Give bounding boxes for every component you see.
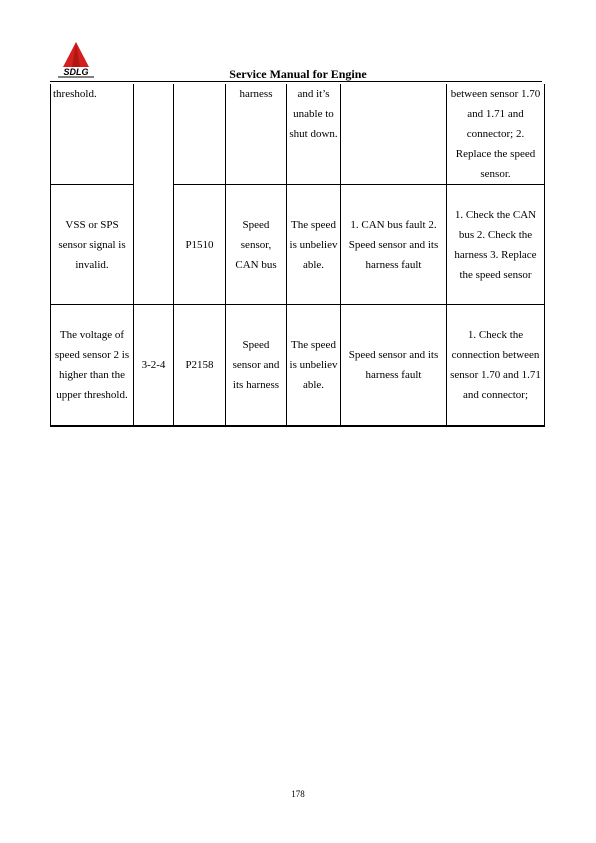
cause-cell: [341, 84, 447, 185]
logo-text: SDLG: [63, 67, 89, 77]
remedy-cell: 1. Check the connection between sensor 1.70 and 1.71 and connector;: [447, 305, 545, 426]
cause-cell: 1. CAN bus fault 2. Speed sensor and its harness fault: [341, 185, 447, 305]
component-cell: Speed sensor, CAN bus: [226, 185, 287, 305]
table-row: [51, 305, 545, 426]
description-cell: threshold.: [51, 84, 134, 185]
page-number: 178: [291, 789, 305, 799]
description-cell: The voltage of speed sensor 2 is higher than the upper threshold.: [51, 305, 134, 426]
fault-code-table: [50, 84, 545, 427]
spn-cell: P2158: [174, 305, 226, 426]
component-cell: Speed sensor and its harness: [226, 305, 287, 426]
effect-cell: and it’s unable to shut down.: [287, 84, 341, 185]
effect-cell: The speed is unbeliev able.: [287, 185, 341, 305]
effect-cell: The speed is unbeliev able.: [287, 305, 341, 426]
code-cell: 3-2-4: [134, 305, 174, 426]
table-row: [51, 84, 545, 185]
remedy-cell: between sensor 1.70 and 1.71 and connector; 2. Replace the speed sensor.: [447, 84, 545, 185]
code-cell: [134, 84, 174, 305]
remedy-cell: 1. Check the CAN bus 2. Check the harness 3. Replace the speed sensor: [447, 185, 545, 305]
component-cell: harness: [226, 84, 287, 185]
table-row: [51, 185, 545, 305]
spn-cell: P1510: [174, 185, 226, 305]
description-cell: VSS or SPS sensor signal is invalid.: [51, 185, 134, 305]
header-rule: [50, 81, 542, 82]
header-title: Service Manual for Engine: [229, 67, 367, 81]
cause-cell: Speed sensor and its harness fault: [341, 305, 447, 426]
spn-cell: [174, 84, 226, 185]
